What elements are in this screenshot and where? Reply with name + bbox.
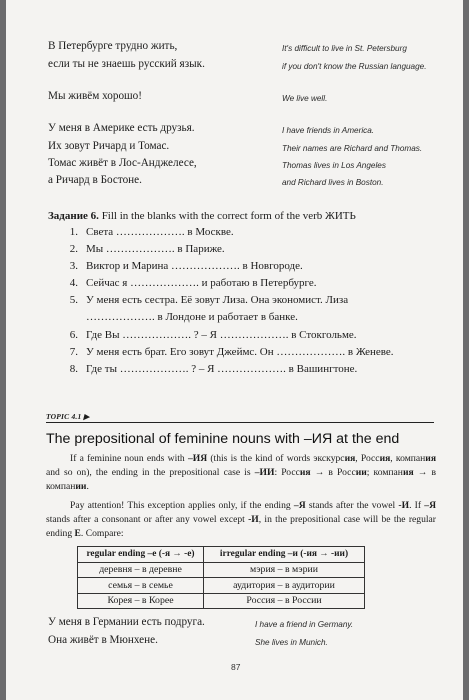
exercise-item-number: 3.	[69, 260, 78, 272]
topic-label: TOPIC 4.1 ▶	[46, 412, 90, 421]
text-run: stands after the vowel	[305, 500, 399, 511]
ending-bold: Е	[74, 528, 81, 540]
exercise-item	[48, 311, 298, 323]
table-header-cell: regular ending –е (-я → -е)	[78, 547, 204, 563]
endings-table	[77, 546, 365, 609]
table-header-row	[78, 547, 365, 563]
intro-en-line: if you don't know the Russian language.	[282, 62, 427, 71]
intro-en-line: Thomas lives in Los Angeles	[282, 161, 386, 170]
exercise-item	[48, 363, 357, 375]
intro-ru-line: если ты не знаешь русский язык.	[48, 58, 205, 70]
text-run: stands after a consonant or after any vowel except	[46, 514, 249, 526]
table-cell: деревня – в деревне	[78, 562, 204, 578]
intro-en-line: We live well.	[282, 94, 328, 103]
exercise-item-number: 5.	[69, 294, 78, 306]
topic-divider	[46, 422, 434, 423]
exercise-item-text: Где Вы ………………. ? – Я ………………. в Стокгольме.	[86, 329, 357, 341]
table-cell: Россия – в России	[204, 593, 365, 609]
text-run: : Росс	[274, 467, 300, 479]
ending-bold: –ИЯ	[187, 453, 208, 464]
ending-bold: ия	[299, 467, 311, 479]
text-run: and so on), the ending in the prepositional case is	[46, 467, 255, 479]
exercise-item-text: Виктор и Марина ………………. в Новгороде.	[86, 260, 303, 272]
table-row	[78, 578, 365, 594]
exercise-item-text: У меня есть брат. Его зовут Джеймс. Он ………………. в Женеве.	[86, 346, 394, 358]
intro-ru-line: Их зовут Ричард и Томас.	[48, 140, 170, 152]
ending-bold: –Я	[293, 500, 306, 511]
intro-ru-line: Томас живёт в Лос-Анджелесе,	[48, 157, 197, 169]
text-run: → в Росс	[310, 467, 356, 479]
text-run: ; компан	[366, 467, 403, 479]
exercise-item	[48, 346, 394, 358]
exercise-item-number: 2.	[69, 243, 78, 255]
table-cell: мэрия – в мэрии	[204, 562, 365, 578]
exercise-title	[48, 210, 356, 222]
text-run: (this is the kind of words экскурс	[207, 453, 345, 464]
page-number: 87	[231, 662, 241, 672]
ending-bold: -И	[398, 500, 410, 511]
outro-ru-line: Она живёт в Мюнхене.	[48, 634, 158, 646]
intro-ru-line: а Ричард в Бостоне.	[48, 174, 142, 186]
exercise-item-text: У меня есть сестра. Её зовут Лиза. Она экономист. Лиза	[86, 294, 349, 306]
exercise-item-number: 8.	[69, 363, 78, 375]
exercise-item-text: Сейчас я ………………. и работаю в Петербурге.	[86, 277, 317, 289]
ending-bold: ии	[355, 467, 367, 479]
exercise-item	[48, 294, 348, 306]
text-run: Pay attention! This exception applies only, if the ending	[70, 500, 294, 511]
table-cell: семья – в семье	[78, 578, 204, 594]
exercise-item-number: 7.	[69, 346, 78, 358]
exercise-item-number: 4.	[69, 277, 78, 289]
attention-paragraph	[46, 499, 436, 542]
text-run: . Compare:	[80, 528, 124, 540]
section-heading: The prepositional of feminine nouns with –ИЯ at the end	[46, 431, 400, 447]
table-row	[78, 593, 365, 609]
explanation-paragraph	[46, 452, 436, 495]
intro-en-line: and Richard lives in Boston.	[282, 178, 384, 187]
exercise-instruction: Fill in the blanks with the correct form of the verb ЖИТЬ	[98, 210, 356, 222]
table-cell: Корея – в Корее	[78, 593, 204, 609]
ending-bold: –Я	[424, 500, 436, 511]
intro-ru-line: У меня в Америке есть друзья.	[48, 122, 195, 134]
text-run: If a feminine noun ends with	[70, 453, 188, 464]
ending-bold: ия	[402, 467, 414, 479]
intro-en-line: Their names are Richard and Thomas.	[282, 144, 423, 153]
table-cell: аудитория – в аудитории	[204, 578, 365, 594]
exercise-item-text: Света ………………. в Москве.	[86, 226, 234, 238]
ending-bold: ия	[344, 453, 356, 464]
text-run: . If	[409, 500, 425, 511]
exercise-item-text: Мы ………………. в Париже.	[86, 243, 225, 255]
text-run: , компан	[390, 453, 426, 464]
exercise-label: Задание 6.	[48, 210, 99, 222]
exercise-item	[48, 277, 317, 289]
exercise-item	[48, 260, 303, 272]
outro-en-line: She lives in Munich.	[255, 638, 328, 647]
ending-bold: -И	[248, 514, 259, 526]
exercise-item	[48, 329, 357, 341]
exercise-item-text: ………………. в Лондоне и работает в банке.	[86, 311, 298, 323]
intro-en-line: I have friends in America.	[282, 126, 375, 135]
intro-ru-line: Мы живём хорошо!	[48, 90, 142, 102]
exercise-item-text: Где ты ………………. ? – Я ………………. в Вашингтоне.	[86, 363, 358, 375]
ending-bold: ия	[379, 453, 391, 464]
table-header-cell: irregular ending –и (-ия → -ии)	[204, 547, 365, 563]
text-run: , in the prepositional case will be the regular ending	[46, 514, 436, 540]
book-page	[6, 0, 463, 700]
table-row	[78, 562, 365, 578]
text-run: , Росс	[355, 453, 380, 464]
exercise-item	[48, 226, 234, 238]
exercise-item	[48, 243, 225, 255]
outro-ru-line: У меня в Германии есть подруга.	[48, 616, 205, 628]
outro-en-line: I have a friend in Germany.	[255, 620, 354, 629]
exercise-item-number: 6.	[69, 329, 78, 341]
exercise-item-number: 1.	[69, 226, 78, 238]
ending-bold: –ИИ	[254, 467, 275, 479]
text-run: → в компан	[46, 467, 437, 493]
intro-ru-line: В Петербурге трудно жить,	[48, 40, 178, 52]
text-run: .	[86, 481, 89, 493]
intro-en-line: It's difficult to live in St. Petersburg	[282, 44, 407, 53]
ending-bold: ия	[425, 453, 437, 464]
ending-bold: ии	[75, 481, 87, 493]
